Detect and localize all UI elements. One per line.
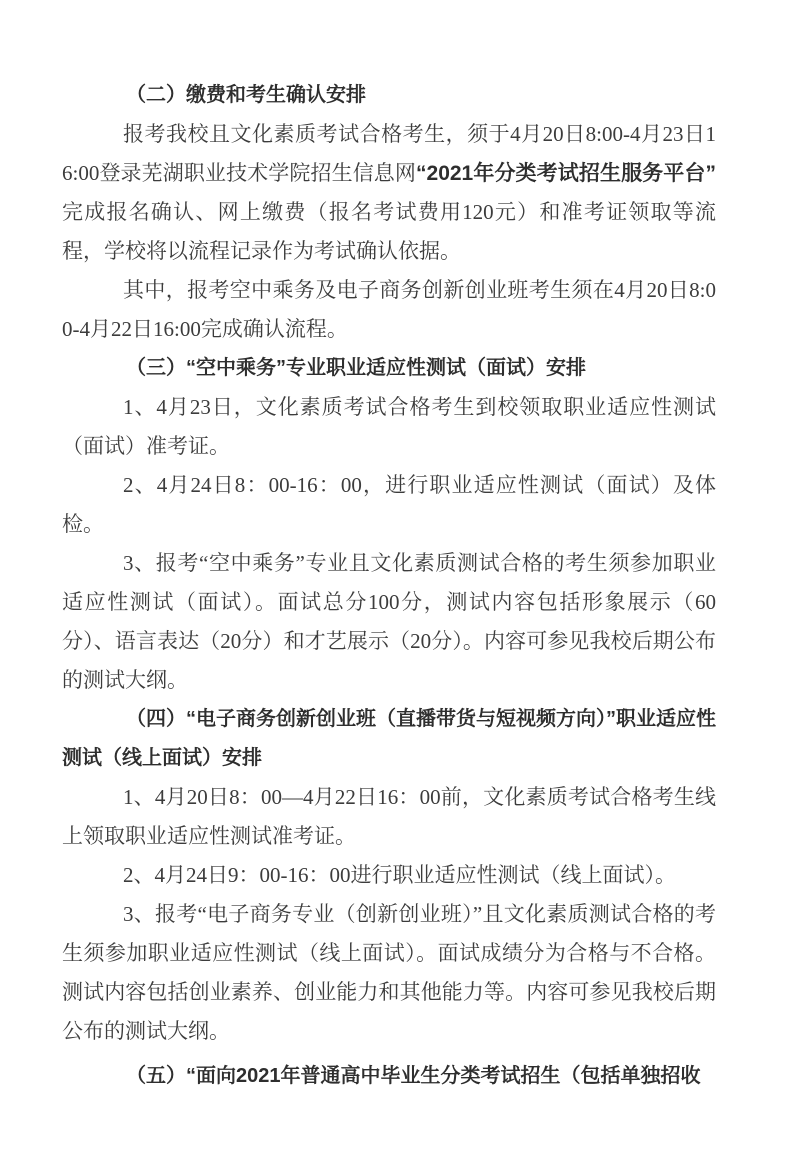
list-item-interview-scoring: 3、报考“空中乘务”专业且文化素质测试合格的考生须参加职业适应性测试（面试）。面试总分100分，测试内容包括形象展示（60分）、语言表达（20分）和才艺展示（20分）。内容可参见我校后期公布的测试大纲。 xyxy=(62,551,716,692)
list-item-online-ticket: 1、4月20日8：00—4月22日16：00前，文化素质考试合格考生线上领取职业适应性测试准考证。 xyxy=(62,785,716,848)
section-general-graduates xyxy=(62,1057,716,1096)
section-heading-2: （二）缴费和考生确认安排 xyxy=(126,84,366,106)
list-item-online-interview-scoring: 3、报考“电子商务专业（创新创业班）”且文化素质测试合格的考生须参加职业适应性测试（线上面试）。面试成绩分为合格与不合格。测试内容包括创业素养、创业能力和其他能力等。内容可参见我校后期公布的测试大纲。 xyxy=(62,902,716,1043)
list-item-admission-ticket: 1、4月23日，文化素质考试合格考生到校领取职业适应性测试（面试）准考证。 xyxy=(62,395,716,458)
section-heading-3: （三）“空中乘务”专业职业适应性测试（面试）安排 xyxy=(126,357,586,379)
service-platform-name: “2021年分类考试招生服务平台” xyxy=(416,162,716,185)
list-item-interview-time: 2、4月24日8：00-16：00，进行职业适应性测试（面试）及体检。 xyxy=(62,473,716,536)
section-ecommerce-online-interview xyxy=(62,700,716,1051)
paragraph-registration-confirmation xyxy=(62,115,716,271)
list-item-online-interview-time: 2、4月24日9：00-16：00进行职业适应性测试（线上面试）。 xyxy=(123,863,676,887)
section-cabin-crew-interview xyxy=(62,349,716,700)
paragraph-special-confirmation-deadline: 其中，报考空中乘务及电子商务创新创业班考生须在4月20日8:00-4月22日16:00完成确认流程。 xyxy=(62,278,716,341)
section-heading-5: （五）“面向2021年普通高中毕业生分类考试招生（包括单独招收 xyxy=(126,1065,701,1087)
section-fee-confirmation xyxy=(62,76,716,349)
paragraph-run-post: 完成报名确认、网上缴费（报名考试费用120元）和准考证领取等流程，学校将以流程记录作为考试确认依据。 xyxy=(62,200,716,263)
paragraph-run-pre: 报考我校且文化素质考试合格考生，须于4月20日8:00-4月23日16:00登录芜湖职业技术学院招生信息网 xyxy=(62,122,716,185)
section-heading-4: （四）“电子商务创新创业班（直播带货与短视频方向）”职业适应性测试（线上面试）安排 xyxy=(62,708,716,769)
